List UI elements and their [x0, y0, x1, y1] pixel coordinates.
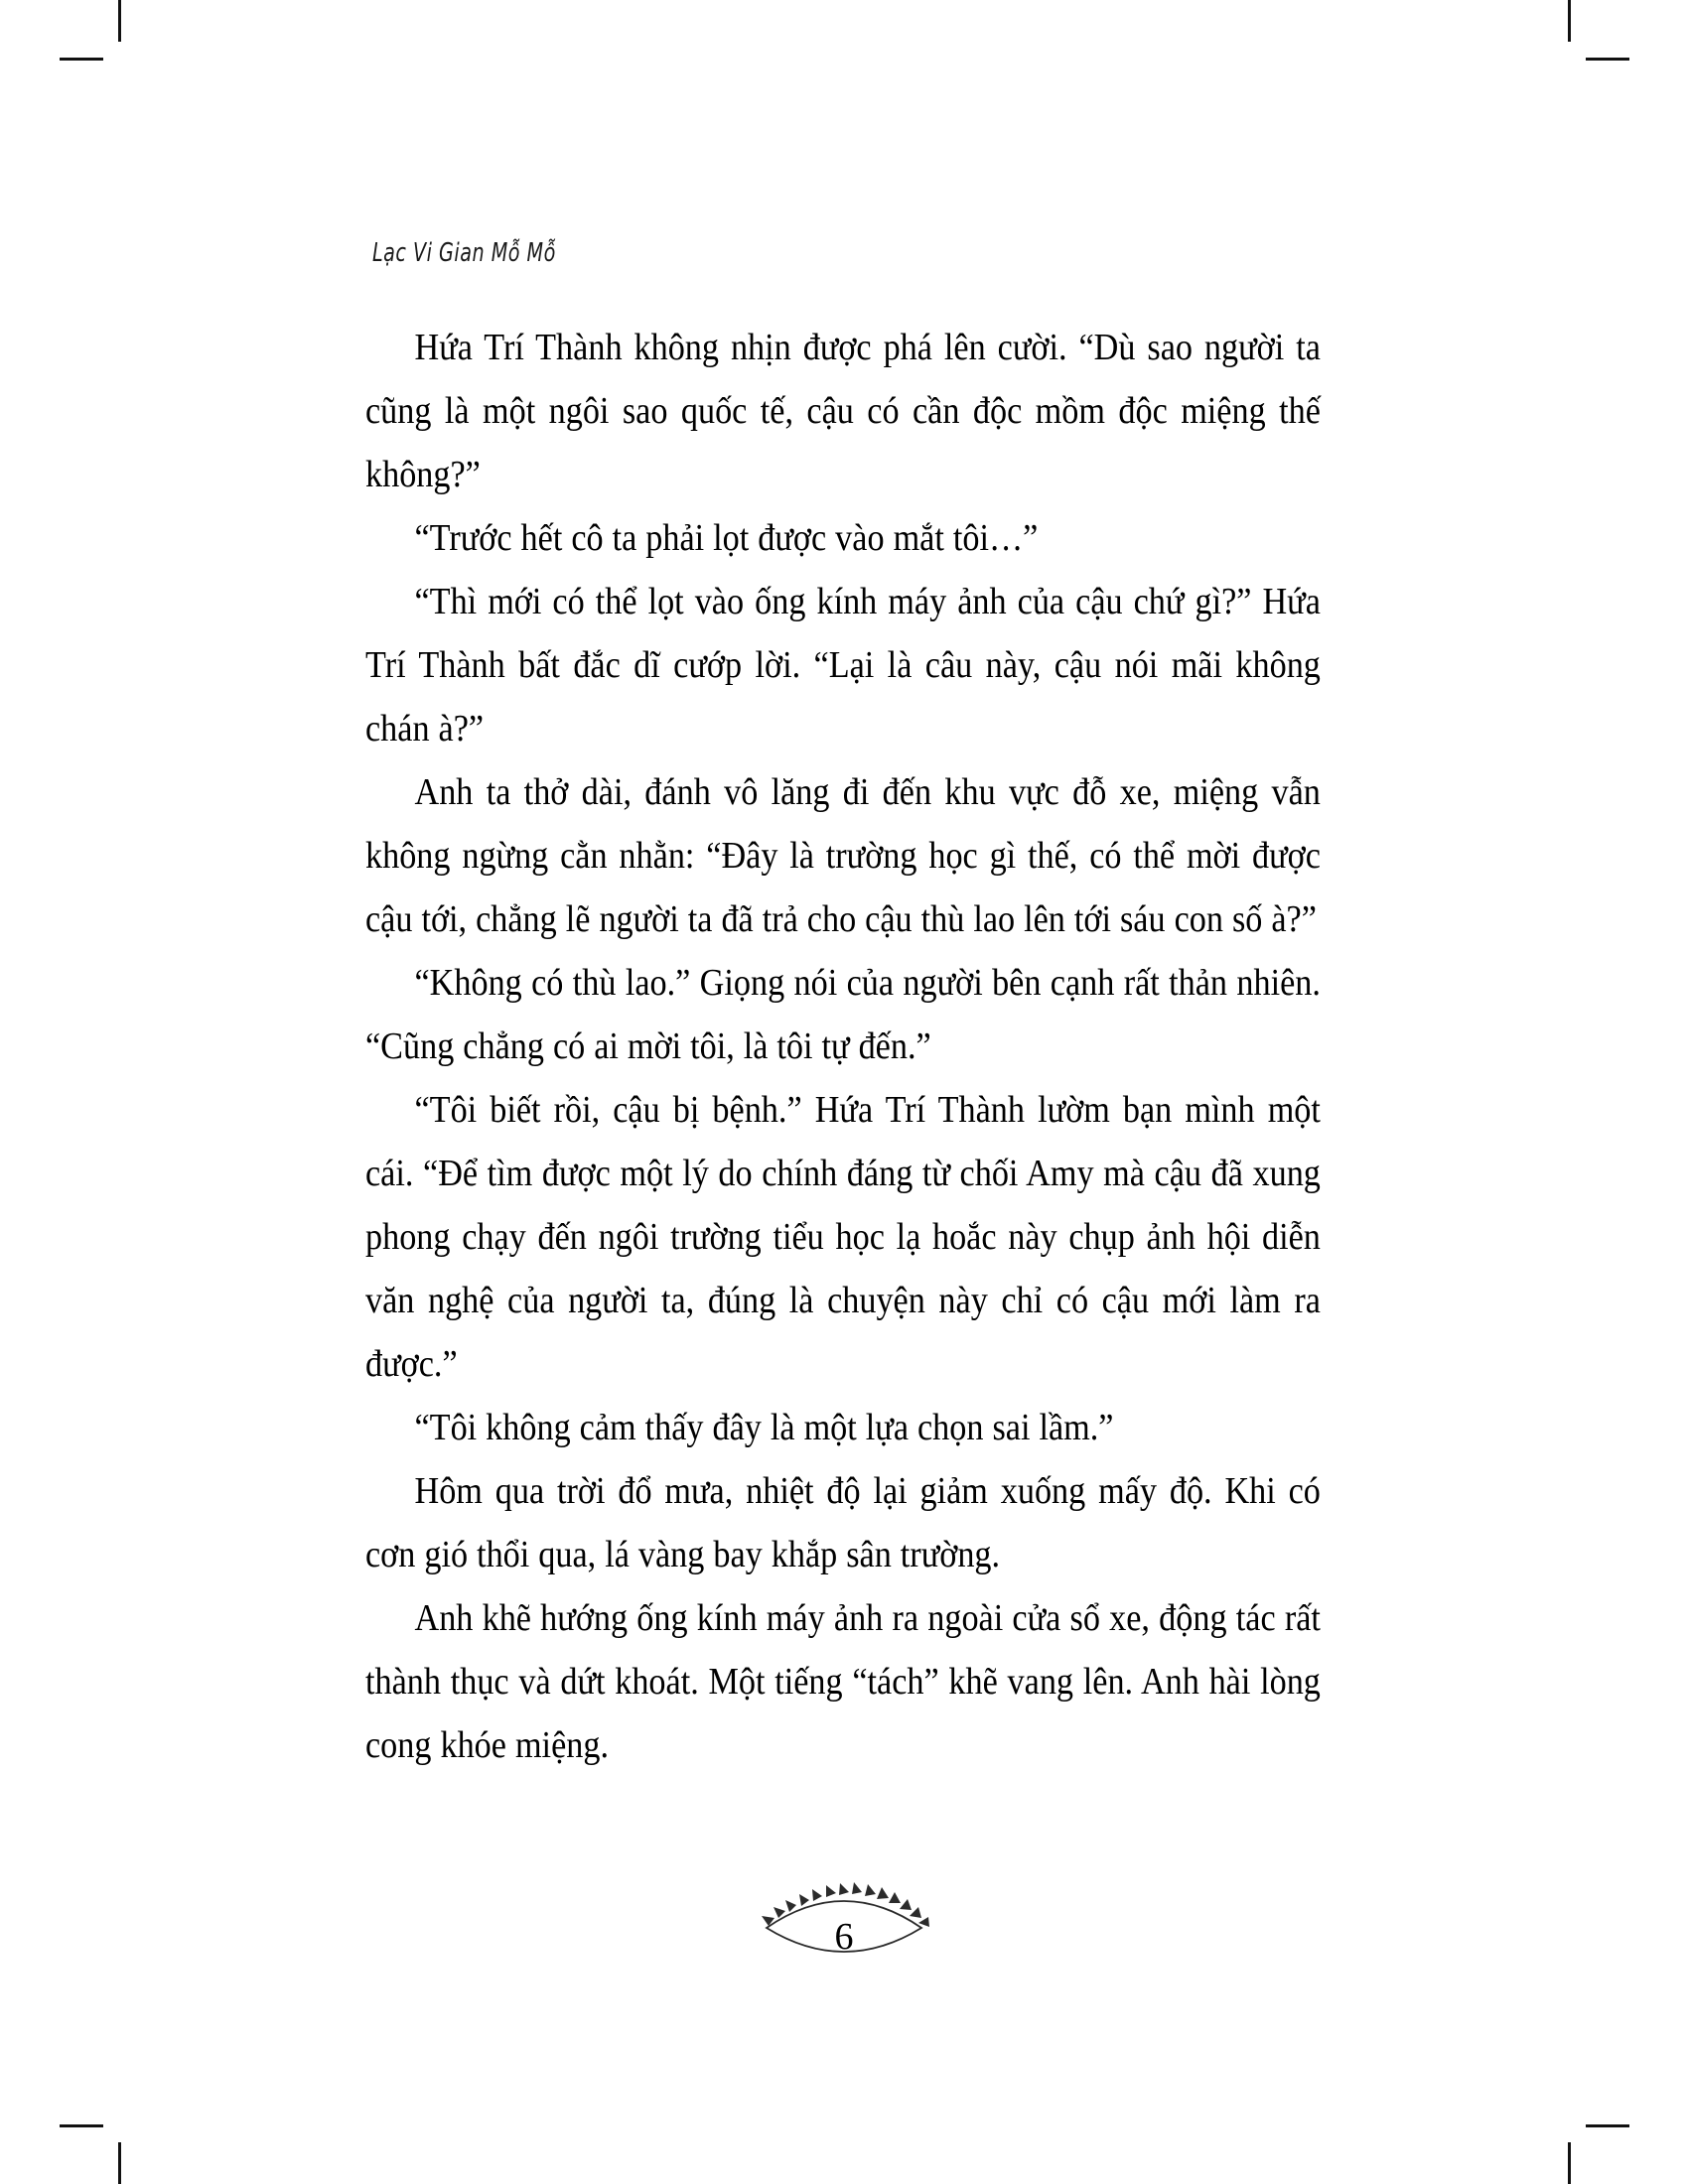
- crop-mark-bottom-left-vertical: [118, 2142, 121, 2184]
- text-block: [365, 238, 1321, 1777]
- running-head: Lạc Vi Gian Mỗ Mỗ: [372, 238, 556, 268]
- paragraph: “Không có thù lao.” Giọng nói của người bên cạnh rất thản nhiên. “Cũng chẳng có ai mời tôi, là tôi tự đến.”: [365, 962, 1321, 1067]
- crop-mark-top-right-horizontal: [1586, 58, 1629, 61]
- crop-mark-bottom-left-horizontal: [60, 2124, 103, 2127]
- paragraph: “Trước hết cô ta phải lọt được vào mắt tôi…”: [414, 517, 1039, 559]
- eye-ornament-icon: [745, 1866, 943, 1976]
- page-number: 6: [834, 1916, 854, 1958]
- paragraph: Hôm qua trời đổ mưa, nhiệt độ lại giảm xuống mấy độ. Khi có cơn gió thổi qua, lá vàng bay khắp sân trường.: [365, 1470, 1321, 1575]
- paragraph: “Tôi biết rồi, cậu bị bệnh.” Hứa Trí Thành lườm bạn mình một cái. “Để tìm được một lý do chính đáng từ chối Amy mà cậu đã xung phong chạy đến ngôi trường tiểu học lạ hoắc này chụp ảnh hội diễn văn nghệ của người ta, đúng là chuyện này chỉ có cậu mới làm ra được.”: [365, 1089, 1321, 1385]
- crop-mark-top-right-vertical: [1568, 0, 1571, 42]
- paragraph: Hứa Trí Thành không nhịn được phá lên cười. “Dù sao người ta cũng là một ngôi sao quốc tế, cậu có cần độc mồm độc miệng thế không?”: [365, 327, 1321, 495]
- crop-mark-top-left-horizontal: [60, 58, 103, 61]
- paragraph: “Tôi không cảm thấy đây là một lựa chọn sai lầm.”: [414, 1407, 1114, 1448]
- crop-mark-bottom-right-horizontal: [1586, 2124, 1629, 2127]
- paragraph: Anh ta thở dài, đánh vô lăng đi đến khu vực đỗ xe, miệng vẫn không ngừng cằn nhằn: “Đây là trường học gì thế, có thể mời được cậu tới, chẳng lẽ người ta đã trả cho cậu thù lao lên tới sáu con số à?”: [365, 771, 1321, 940]
- paragraph: Anh khẽ hướng ống kính máy ảnh ra ngoài cửa sổ xe, động tác rất thành thục và dứt khoát. Một tiếng “tách” khẽ vang lên. Anh hài lòng cong khóe miệng.: [365, 1597, 1321, 1766]
- crop-mark-top-left-vertical: [118, 0, 121, 42]
- crop-mark-bottom-right-vertical: [1568, 2142, 1571, 2184]
- folio: [0, 1866, 1688, 1976]
- body-text: [365, 316, 1321, 1777]
- paragraph: “Thì mới có thể lọt vào ống kính máy ảnh của cậu chứ gì?” Hứa Trí Thành bất đắc dĩ cướp lời. “Lại là câu này, cậu nói mãi không chán à?”: [365, 581, 1321, 750]
